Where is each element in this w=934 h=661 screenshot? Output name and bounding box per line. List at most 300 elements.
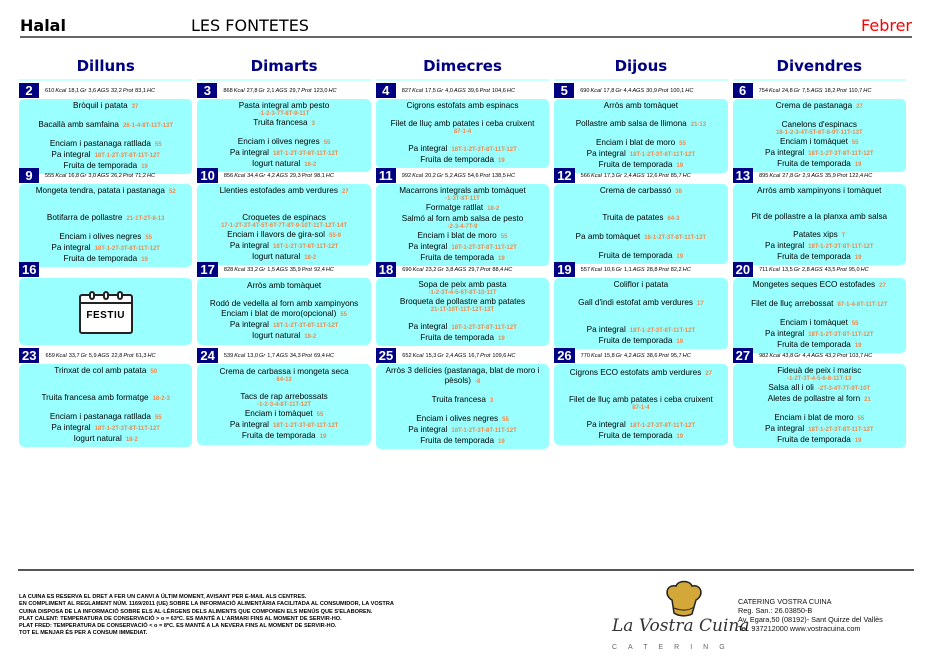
nutrition-unit: Prot: [658, 352, 669, 359]
dish-name: Enciam i blat de moro(opcional): [221, 309, 337, 318]
nutrition-info: [402, 88, 517, 94]
day-header: [376, 348, 549, 363]
dish: [777, 435, 861, 446]
dish: [51, 150, 160, 161]
dish-name: Enciam i olives negres: [416, 414, 499, 423]
dish-name: Pa integral: [229, 241, 269, 250]
nutrition-unit: Kcal: [412, 352, 424, 359]
nutrition-value: 82,2: [670, 266, 682, 273]
nutrition-unit: Prot: [301, 87, 312, 94]
nutrition-value: 43,5: [824, 266, 836, 273]
allergen-codes: 18-1-2T-3T-8T-11T-12T: [644, 235, 707, 241]
day-cell: [554, 83, 727, 169]
dish-name: Truita francesa: [431, 395, 486, 404]
allergen-codes: -1-3T-8T-11T: [445, 196, 480, 202]
dish: [604, 101, 678, 111]
dish-name: Enciam i olives negres: [237, 137, 320, 146]
nutrition-unit: Prot: [480, 352, 491, 359]
allergen-codes: 18T-1-2T-3T-8T-11T-12T: [94, 426, 160, 432]
nutrition-unit: Gr: [615, 172, 622, 179]
nutrition-value: 17,3: [603, 172, 615, 179]
dish-name: Canelons d'espinacs: [781, 120, 857, 129]
day-header: [197, 83, 370, 98]
nutrition-unit: Gr: [615, 266, 622, 273]
menu-card: [554, 99, 727, 173]
allergen-codes: 19: [498, 158, 505, 164]
dish: [400, 297, 525, 314]
allergen-codes: 3: [489, 398, 494, 404]
nutrition-value: 4,0: [445, 87, 453, 94]
dish-name: Pa integral: [586, 325, 626, 334]
dish-name: Crema de carbassó: [599, 186, 672, 195]
nutrition-value: 27,8: [782, 172, 794, 179]
allergen-codes: 64-3: [667, 216, 680, 222]
nutrition-unit: HC: [682, 172, 691, 179]
nutrition-unit: Prot: [479, 87, 490, 94]
allergen-codes: 18-2: [125, 437, 138, 443]
nutrition-unit: HC: [506, 172, 515, 179]
nutrition-value: 85,7: [670, 172, 682, 179]
nutrition-value: 13,0: [247, 352, 258, 359]
company-line: Av. Egara,50 (08192)- Sant Quirze del Vallès: [738, 615, 883, 624]
nutrition-value: 138,5: [491, 172, 506, 179]
weekday-wednesday: Dimecres: [376, 57, 549, 81]
allergen-codes: 18T-1-2T-3T-8T-11T-12T: [451, 325, 517, 331]
dish: [765, 424, 874, 435]
allergen-codes: -8: [475, 379, 481, 385]
nutrition-unit: Prot: [480, 266, 491, 273]
nutrition-value: 1,7: [267, 352, 275, 359]
allergen-codes: 18T-1-2T-3T-8T-11T-12T: [808, 151, 874, 157]
dish-name: Iogurt natural: [73, 434, 122, 443]
nutrition-unit: HC: [147, 352, 156, 359]
nutrition-unit: HC: [864, 172, 873, 179]
nutrition-value: 22,8: [111, 352, 123, 359]
day-cell: [197, 83, 370, 168]
allergen-codes: 18T-1-2T-3T-8T-11T-12T: [629, 328, 696, 334]
allergen-codes: 18T-1-2T-3T-8T-11T-12T: [629, 422, 696, 429]
logo-subtitle: CATERING: [612, 644, 736, 651]
allergen-codes: 55: [340, 312, 347, 318]
allergen-codes: 19: [141, 257, 148, 263]
dish-name: Crema de pastanaga: [775, 101, 853, 110]
allergen-codes: 21-1T-10T-11T-12T-13T: [430, 307, 495, 313]
dish: [379, 366, 546, 387]
nutrition-value: 828: [223, 266, 234, 273]
dish-name: Pa integral: [229, 420, 269, 429]
dish: [765, 329, 874, 340]
day-cell: [376, 83, 549, 165]
dish: [252, 331, 316, 342]
dish: [418, 280, 506, 297]
allergen-codes: 21-1T-2T-8-13: [126, 216, 165, 222]
day-cell: [19, 262, 192, 345]
menu-card: [733, 99, 906, 172]
allergen-codes: 55: [145, 235, 152, 241]
nutrition-unit: Gr: [794, 352, 801, 359]
legal-line: PLAT CALENT: TEMPERATURA DE CONSERVACIÓ > o = 63ºC. ES MANTÉ A L'ARMARI FINS AL MOMENT DE SERVIR-HO.: [19, 615, 342, 622]
nutrition-value: 54,6: [467, 172, 479, 179]
day-header: [554, 348, 727, 363]
allergen-codes: -1-2-3-7T-8T-9-11T: [258, 111, 310, 117]
nutrition-value: 2,4: [624, 172, 632, 179]
page-header: [20, 14, 912, 38]
company-logo: [612, 580, 750, 656]
nutrition-value: 29,7: [289, 87, 301, 94]
allergen-codes: 55: [316, 412, 324, 418]
day-header: [376, 168, 549, 183]
dish-name: Bacallà amb samfaina: [38, 120, 119, 129]
day-number: 25: [376, 348, 396, 363]
dish: [596, 138, 686, 149]
nutrition-unit: Kcal: [234, 172, 246, 179]
nutrition-value: 2,4: [445, 352, 454, 359]
day-cell: [19, 348, 192, 445]
dish-name: Enciam i tomàquet: [780, 137, 848, 146]
dish-name: Fruita de temporada: [777, 252, 851, 261]
nutrition-value: 868: [223, 87, 233, 94]
legal-line: EN COMPLIMENT AL REGLAMENT NÚM. 1169/2011 (UE) SOBRE LA INFORMACIÓ ALIMENTÀRIA FACILITADA AL CONSUMIDOR, LA VOSTRA: [19, 601, 394, 608]
day-cell: [554, 168, 727, 259]
dish: [599, 251, 683, 262]
nutrition-unit: Kcal: [769, 172, 781, 179]
dish: [238, 137, 331, 148]
dish: [599, 431, 683, 442]
menu-card: [733, 278, 906, 353]
dish: [408, 242, 517, 253]
dish: [587, 149, 696, 160]
allergen-codes: 19: [498, 439, 505, 445]
nutrition-unit: HC: [682, 266, 691, 273]
day-cell: [376, 262, 549, 345]
allergen-codes: 18T-1-2T-3T-8T-11T-12T: [94, 153, 160, 159]
nutrition-unit: AGS: [275, 172, 288, 179]
menu-card: [733, 184, 906, 265]
nutrition-value: 30,9: [646, 87, 658, 94]
dish-name: Macarrons integrals amb tomàquet: [399, 186, 526, 195]
nutrition-unit: HC: [325, 352, 334, 359]
nutrition-unit: Kcal: [412, 266, 424, 273]
allergen-codes: 18-2-3: [152, 396, 170, 402]
dish-name: Filet de lluç arrebossat: [751, 299, 834, 308]
nutrition-unit: Gr: [258, 87, 265, 94]
dish: [420, 155, 504, 166]
dish-name: Fruita de temporada: [598, 160, 673, 169]
allergen-codes: 18T-1-2T-3T-8T-11T-12T: [272, 323, 339, 329]
nutrition-value: 18,2: [824, 87, 836, 94]
nutrition-info: [223, 88, 338, 94]
nutrition-unit: Prot: [836, 266, 847, 273]
allergen-codes: 27: [341, 189, 349, 195]
nutrition-value: 1,1: [624, 266, 632, 273]
menu-card: [554, 278, 727, 349]
nutrition-value: 4,4: [802, 352, 811, 359]
nutrition-unit: AGS: [97, 352, 110, 359]
allergen-codes: 55-9: [329, 233, 342, 239]
nutrition-value: 34,4: [247, 172, 258, 179]
nutrition-unit: Gr: [258, 172, 266, 179]
menu-card: [19, 184, 192, 267]
day-header: [19, 168, 192, 183]
nutrition-info: [759, 88, 874, 94]
nutrition-unit: AGS: [275, 352, 288, 359]
nutrition-value: 992: [401, 172, 412, 179]
dish: [418, 231, 508, 242]
allergen-codes: 87-1-4-8T-11T-12T: [837, 302, 888, 308]
dish-name: Arròs amb tomàquet: [247, 281, 322, 290]
dish: [587, 420, 696, 431]
nutrition-value: 770: [580, 352, 590, 359]
dish-name: Fruita de temporada: [598, 430, 673, 440]
dish-name: Pa integral: [408, 425, 448, 434]
menu-card: [376, 184, 549, 266]
nutrition-info: [759, 173, 874, 179]
allergen-codes: 18T-1-2T-3T-8T-11T-12T: [272, 423, 339, 429]
day-cell: [554, 262, 727, 345]
nutrition-value: 4,4: [623, 87, 632, 94]
dish-name: Arròs 3 delícies (pastanaga, blat de moro i pèsols): [385, 366, 540, 385]
dish-name: Cigrons estofats amb espinacs: [406, 101, 519, 110]
day-number: 5: [554, 83, 574, 98]
dish: [253, 118, 315, 129]
nutrition-value: 27,8: [246, 87, 258, 94]
dish: [751, 212, 887, 222]
dish: [757, 186, 881, 196]
dish-name: Pa integral: [408, 144, 448, 153]
nutrition-info: [45, 88, 157, 94]
weekday-thursday: Dijous: [554, 57, 727, 81]
dish: [221, 309, 347, 320]
dish-name: Pa integral: [765, 424, 805, 433]
nutrition-value: 690: [580, 87, 590, 94]
nutrition-unit: Kcal: [55, 352, 67, 359]
allergen-codes: 55: [323, 140, 331, 146]
allergen-codes: 18T-1-2T-3T-8T-11T-12T: [451, 147, 517, 153]
dish: [432, 395, 494, 406]
dish: [408, 144, 517, 155]
allergen-codes: 19: [676, 433, 684, 440]
allergen-codes: -1-2-3T-4-5-6T-8T-10-11T: [428, 290, 497, 296]
dish-name: Enciam i pastanaga ratllada: [49, 139, 151, 148]
nutrition-unit: Kcal: [591, 352, 602, 359]
day-cell: [733, 262, 906, 349]
dish: [776, 120, 863, 137]
dish-name: Pa integral: [229, 148, 269, 157]
dish: [402, 214, 524, 231]
dish: [50, 412, 162, 423]
dish: [210, 299, 358, 309]
allergen-codes: 18-2: [304, 334, 317, 340]
dish-name: Pollastre amb salsa de llimona: [575, 119, 687, 128]
nutrition-unit: AGS: [97, 172, 109, 179]
legal-line: TOT EL MENJAR ÉS PER A CONSUM IMMEDIAT.: [19, 630, 148, 637]
dish-name: Truita francesa: [253, 118, 308, 127]
nutrition-value: 122,4: [849, 172, 864, 179]
menu-card: [19, 99, 192, 174]
nutrition-value: 92,4: [313, 266, 325, 273]
dish: [38, 120, 173, 131]
nutrition-value: 754: [758, 87, 768, 94]
dish: [59, 232, 152, 243]
dish-name: Filet de lluç amb patates i ceba cruixent: [390, 119, 535, 128]
dish: [753, 280, 886, 291]
nutrition-unit: Prot: [836, 172, 848, 179]
dish: [50, 139, 162, 150]
nutrition-value: 26,2: [110, 172, 122, 179]
nutrition-value: 3,0: [88, 172, 97, 179]
nutrition-unit: HC: [147, 172, 156, 179]
dish-name: Iogurt natural: [251, 159, 301, 168]
company-info: [738, 597, 883, 633]
dish: [41, 393, 169, 404]
allergen-codes: 19: [319, 434, 327, 440]
dish: [227, 230, 341, 241]
dish: [426, 203, 499, 214]
dish: [768, 394, 871, 405]
day-header: [733, 262, 906, 277]
dish: [408, 322, 517, 333]
nutrition-info: [581, 173, 693, 179]
nutrition-unit: Prot: [658, 172, 669, 179]
dish: [576, 119, 706, 130]
day-header: [19, 348, 192, 363]
menu-card: [197, 99, 370, 172]
allergen-codes: 19: [676, 163, 684, 169]
nutrition-value: 3,8: [445, 266, 454, 273]
weekday-tuesday: Dimarts: [197, 57, 370, 81]
nutrition-value: 103,7: [849, 352, 864, 359]
nutrition-unit: Kcal: [590, 87, 602, 94]
dish: [247, 281, 321, 291]
nutrition-unit: AGS: [632, 352, 645, 359]
nutrition-unit: AGS: [275, 266, 288, 273]
allergen-codes: 19: [854, 162, 862, 168]
day-header: [733, 168, 906, 183]
nutrition-value: 29,3: [289, 172, 301, 179]
menu-card: [376, 278, 549, 346]
day-cell: [376, 168, 549, 262]
day-number: 12: [554, 168, 574, 183]
nutrition-value: 39,6: [467, 87, 479, 94]
dish-name: Broqueta de pollastre amb patates: [399, 297, 526, 306]
dish: [569, 395, 713, 412]
nutrition-unit: Prot: [658, 87, 669, 94]
day-number: 26: [554, 348, 574, 363]
allergen-codes: 37: [131, 104, 139, 110]
nutrition-value: 61,3: [135, 352, 147, 359]
dish-name: Pa integral: [51, 243, 91, 252]
allergen-codes: 17: [696, 301, 704, 307]
nutrition-unit: Prot: [658, 266, 669, 273]
dish-name: Fruita de temporada: [420, 436, 495, 445]
nutrition-unit: Gr: [258, 352, 266, 359]
allergen-codes: 27: [879, 283, 886, 289]
dish-name: Pa integral: [765, 241, 805, 250]
dish: [570, 368, 712, 379]
allergen-codes: 19: [854, 343, 862, 349]
allergen-codes: 50: [150, 369, 158, 375]
dish: [774, 413, 864, 424]
nutrition-unit: Kcal: [412, 87, 424, 94]
nutrition-unit: AGS: [454, 352, 467, 359]
legal-line: CUINA DISPOSA DE LA INFORMACIÓ SOBRE ELS AL·LÈRGENS DELS ALIMENTS QUE COMPONEN ELS MENÚS QUE S'ELABOREN.: [19, 608, 373, 615]
dish-name: Enciam i olives negres: [59, 232, 142, 241]
allergen-codes: 18-1-2-3-4T-5T-6T-8-9T-11T-13T: [775, 130, 863, 136]
nutrition-value: 88,4: [492, 266, 504, 273]
dish-name: Enciam i blat de moro: [774, 413, 854, 422]
menu-card: [197, 184, 370, 265]
dish-name: Arròs amb xampinyons i tomàquet: [757, 186, 882, 195]
dish-name: Fruita de temporada: [598, 251, 673, 260]
dish-name: Bròquil i patata: [73, 101, 128, 110]
dish-name: Fruita de temporada: [598, 336, 673, 345]
dish-name: Tacs de rap arrebossats: [240, 392, 328, 401]
day-header: [554, 168, 727, 183]
nutrition-value: 109,6: [492, 352, 507, 359]
dish: [576, 232, 707, 243]
nutrition-unit: Gr: [436, 87, 444, 94]
nutrition-unit: Kcal: [234, 266, 246, 273]
allergen-codes: 27: [705, 370, 712, 377]
nutrition-value: 35,9: [289, 266, 301, 273]
menu-card: [733, 364, 906, 448]
nutrition-unit: HC: [682, 352, 691, 359]
nutrition-value: 17,5: [425, 87, 436, 94]
nutrition-value: 104,6: [491, 87, 506, 94]
allergen-codes: 17-1-2T-3T-4T-5T-6T-7T-8T-9-10T-11T-12T-14T: [221, 223, 348, 229]
nutrition-unit: Gr: [793, 87, 800, 94]
dish: [780, 318, 859, 329]
day-number: 3: [197, 83, 217, 98]
nutrition-value: 2,9: [802, 172, 811, 179]
nutrition-unit: HC: [860, 266, 869, 273]
nutrition-value: 24,8: [781, 87, 793, 94]
dish-name: Formatge ratllat: [425, 203, 484, 212]
nutrition-value: 10,6: [603, 266, 615, 273]
dish-name: Fruita de temporada: [420, 155, 495, 164]
nutrition-unit: HC: [506, 87, 515, 94]
allergen-codes: 18T-1-2T-3T-8T-11T-12T: [808, 332, 874, 338]
dish: [54, 366, 157, 377]
dish: [47, 213, 165, 224]
dish-name: Sopa de peix amb pasta: [418, 280, 507, 289]
company-line: Tel. 937212000 www.vostracuina.com: [738, 624, 861, 633]
dish-name: Trinxat de col amb patata: [54, 366, 147, 375]
nutrition-unit: Gr: [793, 266, 800, 273]
nutrition-unit: Prot: [479, 172, 490, 179]
day-cell: [197, 348, 370, 445]
dish-name: Fruita de temporada: [63, 161, 138, 170]
dish-name: Fideuà de peix i marisc: [777, 366, 862, 375]
nutrition-value: 23,2: [425, 266, 437, 273]
allergen-codes: 18T-1-2T-3T-8T-11T-12T: [808, 427, 874, 433]
nutrition-value: 566: [580, 172, 590, 179]
nutrition-unit: Prot: [123, 352, 134, 359]
allergen-codes: 55: [500, 234, 508, 240]
nutrition-value: 711: [759, 266, 768, 273]
nutrition-info: [224, 353, 336, 359]
nutrition-info: [581, 353, 693, 359]
dish-name: Pit de pollastre a la planxa amb salsa: [751, 212, 888, 221]
nutrition-value: 34,3: [289, 352, 301, 359]
month-label: Febrer: [861, 16, 912, 35]
dish-name: Mongetes seques ECO estofades: [752, 280, 876, 289]
dish: [74, 434, 138, 445]
day-cell: [197, 262, 370, 345]
allergen-codes: -2-3-4-7T-9: [447, 224, 478, 230]
allergen-codes: 18T-1-2T-3T-8T-11T-12T: [272, 244, 339, 250]
nutrition-value: 95,0: [848, 266, 860, 273]
